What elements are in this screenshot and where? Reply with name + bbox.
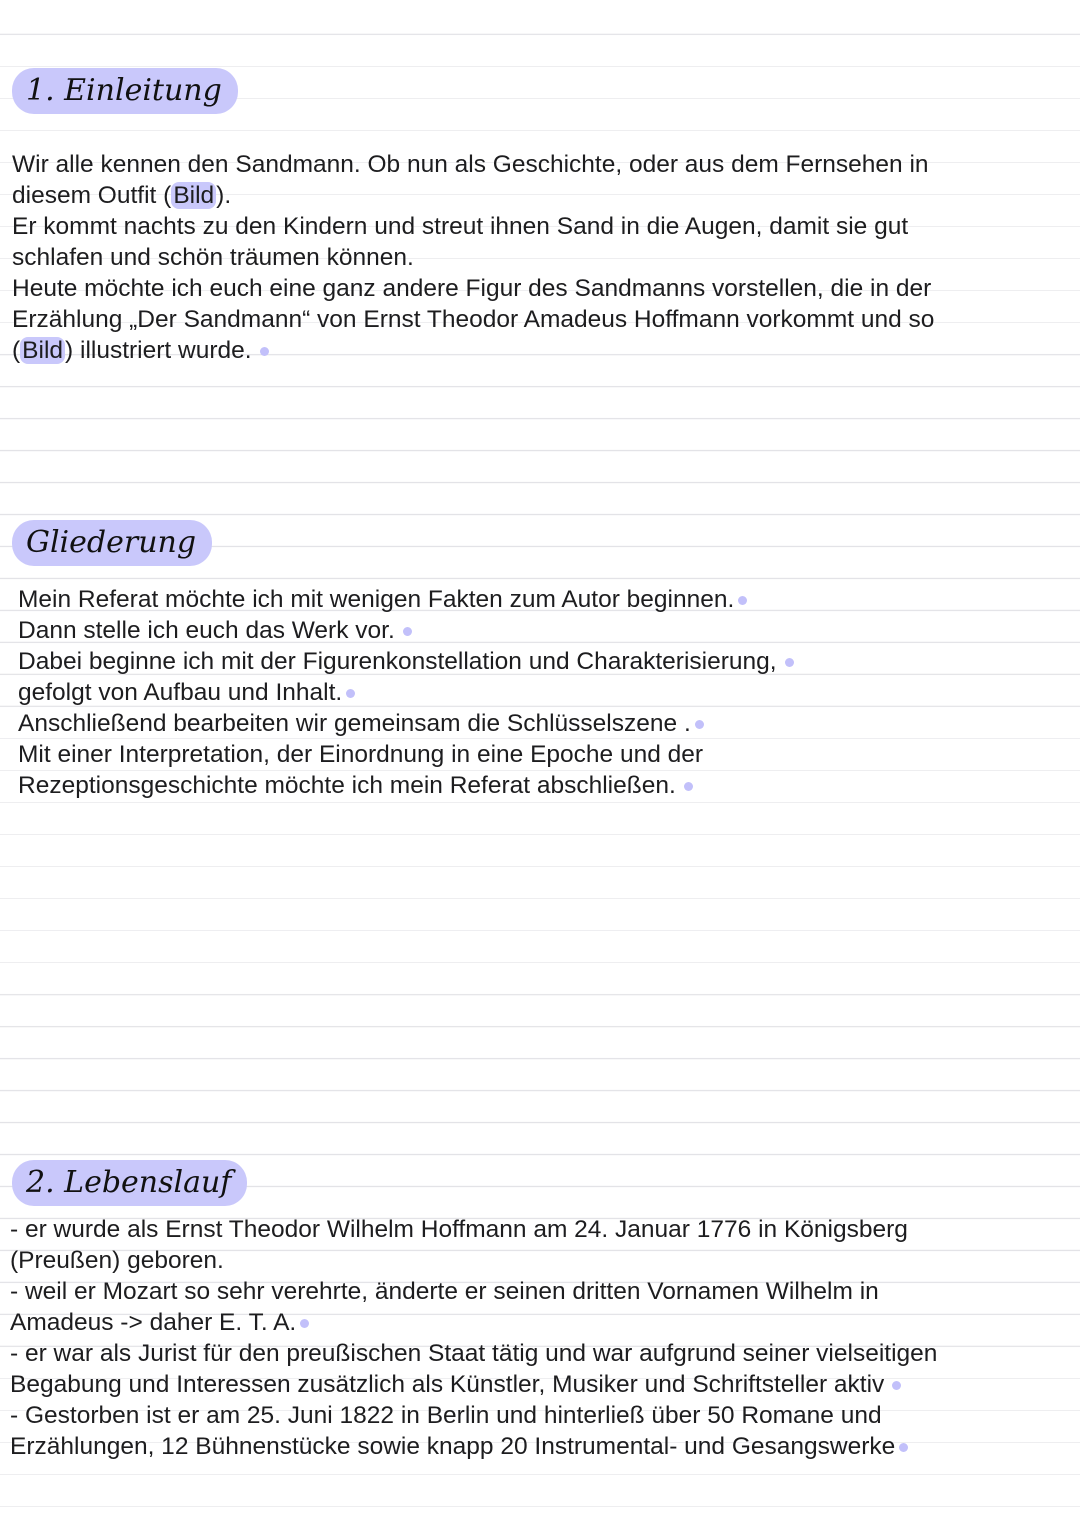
highlight-bild: Bild — [22, 337, 64, 364]
bullet-dot-icon — [899, 1443, 908, 1452]
text-line: - weil er Mozart so sehr verehrte, änderte er seinen dritten Vornamen Wilhelm in — [10, 1278, 879, 1305]
text-line: Anschließend bearbeiten wir gemeinsam die Schlüsselszene . — [18, 708, 794, 739]
highlight-bild: Bild — [173, 182, 215, 209]
bullet-dot-icon — [260, 347, 269, 356]
text-line: (Preußen) geboren. — [10, 1247, 224, 1274]
lebenslauf-text — [10, 1214, 937, 1462]
bullet-dot-icon — [300, 1319, 309, 1328]
bullet-dot-icon — [785, 658, 794, 667]
text-line: - er wurde als Ernst Theodor Wilhelm Hoffmann am 24. Januar 1776 in Königsberg — [10, 1216, 908, 1243]
text-line: Mein Referat möchte ich mit wenigen Fakten zum Autor beginnen. — [18, 584, 794, 615]
heading-gliederung: Gliederung — [12, 520, 212, 566]
text-line: diesem Outfit (Bild). — [12, 182, 232, 209]
gliederung-text — [18, 584, 794, 801]
text-line: Dabei beginne ich mit der Figurenkonstellation und Charakterisierung, — [18, 646, 794, 677]
text-line: Heute möchte ich euch eine ganz andere Figur des Sandmanns vorstellen, die in der — [12, 275, 932, 302]
bullet-dot-icon — [403, 627, 412, 636]
bullet-dot-icon — [738, 596, 747, 605]
heading-einleitung: 1. Einleitung — [12, 68, 238, 114]
text-line: (Bild) illustriert wurde. — [12, 335, 934, 366]
einleitung-text — [12, 149, 934, 366]
bullet-dot-icon — [684, 782, 693, 791]
text-line: Wir alle kennen den Sandmann. Ob nun als Geschichte, oder aus dem Fernsehen in — [12, 151, 929, 178]
bullet-dot-icon — [892, 1381, 901, 1390]
text-line: schlafen und schön träumen können. — [12, 244, 414, 271]
text-line: Erzählungen, 12 Bühnenstücke sowie knapp 20 Instrumental- und Gesangswerke — [10, 1431, 937, 1462]
text-line: Amadeus -> daher E. T. A. — [10, 1307, 937, 1338]
bullet-dot-icon — [695, 720, 704, 729]
heading-lebenslauf: 2. Lebenslauf — [12, 1160, 247, 1206]
text-line: Begabung und Interessen zusätzlich als Künstler, Musiker und Schriftsteller aktiv — [10, 1369, 937, 1400]
text-line: Rezeptionsgeschichte möchte ich mein Referat abschließen. — [18, 770, 794, 801]
text-line: - er war als Jurist für den preußischen Staat tätig und war aufgrund seiner vielseitigen — [10, 1340, 938, 1367]
text-line: - Gestorben ist er am 25. Juni 1822 in Berlin und hinterließ über 50 Romane und — [10, 1402, 882, 1429]
text-line: Mit einer Interpretation, der Einordnung in eine Epoche und der — [18, 741, 704, 768]
text-line: Erzählung „Der Sandmann“ von Ernst Theodor Amadeus Hoffmann vorkommt und so — [12, 306, 935, 333]
bullet-dot-icon — [346, 689, 355, 698]
text-line: Er kommt nachts zu den Kindern und streut ihnen Sand in die Augen, damit sie gut — [12, 213, 909, 240]
text-line: gefolgt von Aufbau und Inhalt. — [18, 677, 794, 708]
text-line: Dann stelle ich euch das Werk vor. — [18, 615, 794, 646]
